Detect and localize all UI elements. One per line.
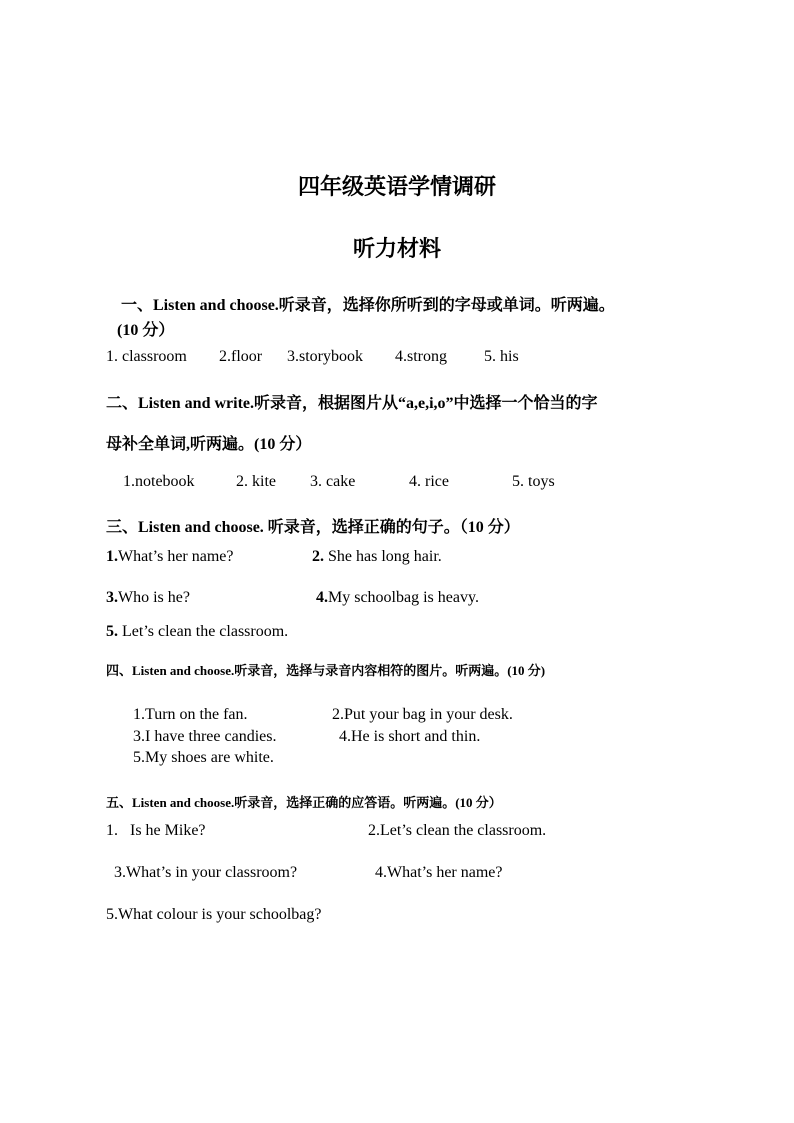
section3-item (312, 548, 442, 566)
section2-item: 3. cake (310, 473, 356, 490)
section4-item: 3.I have three candies. (133, 728, 277, 745)
section2-item: 2. kite (236, 473, 276, 490)
section5-item: 5.What colour is your schoolbag? (106, 906, 322, 923)
section4-heading: 四、Listen and choose.听录音，选择与录音内容相符的图片。听两遍。(10 分) (106, 663, 546, 678)
item-number: 1. (106, 548, 118, 565)
section3-item (106, 623, 288, 641)
section3-item (106, 589, 190, 607)
page-subtitle: 听力材料 (352, 236, 441, 261)
item-text: She has long hair. (324, 548, 442, 565)
section1-heading: 一、Listen and choose.听录音，选择你所听到的字母或单词。听两遍。 (121, 297, 615, 314)
section1-heading-points: (10 分） (117, 322, 175, 339)
item-number: 2. (312, 548, 324, 565)
section4-item: 5.My shoes are white. (133, 749, 274, 766)
section2-item: 1.notebook (123, 473, 195, 490)
section3-heading: 三、Listen and choose. 听录音，选择正确的句子。（10 分） (106, 519, 520, 536)
section1-item: 5. his (484, 348, 519, 365)
section4-item: 2.Put your bag in your desk. (332, 706, 513, 723)
section3-item (316, 589, 479, 607)
section1-item: 2.floor (219, 348, 263, 365)
section4-item: 4.He is short and thin. (339, 728, 481, 745)
section5-item: 3.What’s in your classroom? (114, 864, 298, 881)
item-number: 4. (316, 589, 328, 606)
section5-heading: 五、Listen and choose.听录音，选择正确的应答语。听两遍。(10 分） (106, 795, 502, 810)
section2-heading: 二、Listen and write.听录音，根据图片从“a,e,i,o”中选择一个恰当的字 (106, 395, 598, 412)
section1-item: 3.storybook (287, 348, 363, 365)
item-number: 3. (106, 589, 118, 606)
item-number: 5. (106, 623, 118, 640)
section3-item (106, 548, 234, 566)
section2-heading-cont: 母补全单词,听两遍。(10 分） (106, 436, 312, 453)
item-text: My schoolbag is heavy. (328, 589, 479, 606)
section1-item: 4.strong (395, 348, 447, 365)
section4-item: 1.Turn on the fan. (133, 706, 248, 723)
section5-item: 1. Is he Mike? (106, 822, 206, 839)
section5-item: 2.Let’s clean the classroom. (368, 822, 547, 839)
item-text: Who is he? (118, 589, 190, 606)
section2-item: 4. rice (409, 473, 449, 490)
section2-item: 5. toys (512, 473, 555, 490)
item-text: What’s her name? (118, 548, 234, 565)
page-title: 四年级英语学情调研 (297, 174, 496, 199)
item-text: Let’s clean the classroom. (118, 623, 289, 640)
section1-item: 1. classroom (106, 348, 187, 365)
section5-item: 4.What’s her name? (375, 864, 503, 881)
